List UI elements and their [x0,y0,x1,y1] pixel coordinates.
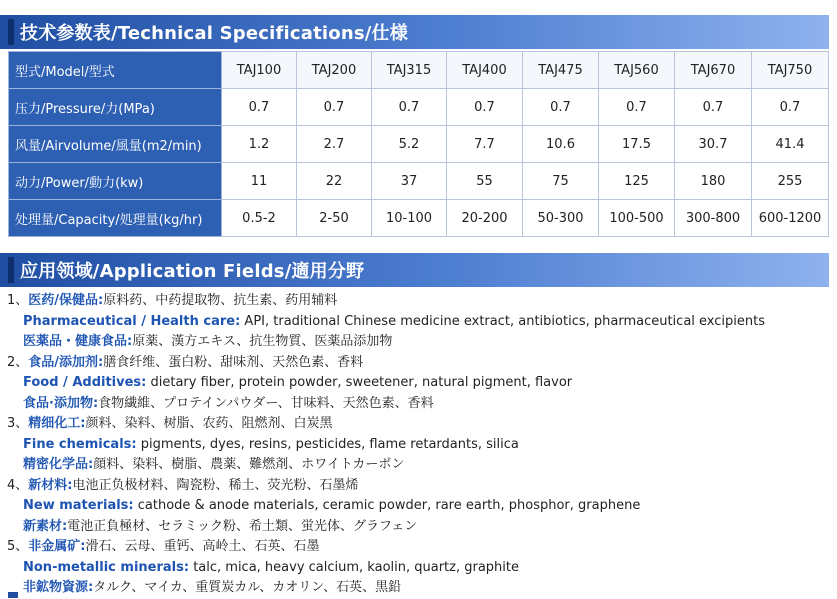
field-zh-line [7,353,827,374]
spec-cell: 1.2 [222,126,297,163]
field-jp-line [7,332,827,353]
spec-cell: 0.5-2 [222,200,297,237]
spec-cell: 75 [523,163,599,200]
spec-cell: TAJ560 [599,52,675,89]
spec-section-header [0,15,829,49]
application-fields-list [7,291,827,599]
spec-cell: 0.7 [523,89,599,126]
spec-cell: 20-200 [447,200,523,237]
field-zh-text: 颜料、染料、树脂、农药、阻燃剂、白炭黑 [85,416,333,431]
field-zh-title: 精细化工: [28,416,86,431]
field-zh-title: 非金属矿: [28,539,86,554]
spec-cell: 30.7 [675,126,752,163]
field-zh-title: 食品/添加剂: [28,354,104,370]
spec-cell: 0.7 [372,89,447,126]
field-zh-line [7,291,827,312]
header-accent-bar [8,19,14,45]
field-number: 5、 [7,539,29,554]
field-en-text: pigments, dyes, resins, pesticides, flame retardants, silica [136,436,519,452]
spec-row [9,89,829,126]
field-zh-line [7,476,827,497]
field-en-title: Food / Additives: [23,375,147,390]
spec-cell: 37 [372,163,447,200]
spec-cell: 0.7 [599,89,675,126]
spec-model-row [9,52,829,89]
spec-row-label: 压力/Pressure/力(MPa) [9,89,222,126]
field-number: 3、 [7,416,29,431]
field-en-line [7,558,827,579]
spec-cell: 10.6 [523,126,599,163]
spec-cell: TAJ315 [372,52,447,89]
spec-cell: 125 [599,163,675,200]
field-en-line [7,496,827,517]
field-zh-title: 新材料: [28,477,73,493]
field-en-line [7,373,827,394]
spec-cell: 180 [675,163,752,200]
field-zh-text: 滑石、云母、重钙、高岭土、石英、石墨 [85,539,320,554]
field-en-title: Pharmaceutical / Health care: [23,313,241,329]
spec-cell: 10-100 [372,200,447,237]
field-zh-text: 膳食纤维、蛋白粉、甜味剂、天然色素、香料 [103,354,364,370]
spec-cell: 2-50 [297,200,372,237]
spec-cell: 255 [752,163,829,200]
spec-cell: 0.7 [297,89,372,126]
field-en-title: Fine chemicals: [23,436,137,452]
spec-cell: 50-300 [523,200,599,237]
spec-row [9,163,829,200]
spec-cell: 600-1200 [752,200,829,237]
field-zh-line [7,414,827,435]
field-zh-text: 电池正负极材料、陶瓷粉、稀土、荧光粉、石墨烯 [72,477,359,493]
field-jp-text: 顔料、染料、樹脂、農薬、難燃剤、ホワイトカーボン [93,457,405,472]
field-en-text: talc, mica, heavy calcium, kaolin, quartz, graphite [189,559,520,575]
spec-cell: 11 [222,163,297,200]
spec-cell: 5.2 [372,126,447,163]
spec-row-label: 动力/Power/動力(kw) [9,163,222,200]
field-jp-line [7,455,827,476]
field-jp-line [7,578,827,599]
field-number: 2、 [7,354,29,370]
field-jp-title: 医薬品・健康食品: [23,334,133,349]
field-jp-line [7,517,827,538]
field-en-title: Non-metallic minerals: [23,559,190,575]
spec-cell: 22 [297,163,372,200]
field-jp-text: 食物繊維、プロテインパウダー、甘味料、天然色素、香料 [98,395,434,411]
spec-cell: TAJ400 [447,52,523,89]
spec-cell: TAJ100 [222,52,297,89]
spec-table [8,51,829,237]
field-number: 4、 [7,477,29,493]
fields-section-header [0,253,829,287]
spec-cell: 0.7 [675,89,752,126]
spec-section-title: 技术参数表/Technical Specifications/仕様 [20,23,408,44]
field-jp-title: 食品·添加物: [23,395,99,411]
field-jp-title: 非鉱物資源: [23,580,94,595]
field-en-line [7,312,827,333]
field-zh-text: 原料药、中药提取物、抗生素、药用辅料 [103,293,338,308]
field-jp-text: 原薬、漢方エキス、抗生物質、医薬品添加物 [132,334,393,349]
field-jp-title: 新素材: [23,518,68,534]
spec-cell: 7.7 [447,126,523,163]
field-en-text: API, traditional Chinese medicine extract, antibiotics, pharmaceutical excipients [240,313,765,329]
field-zh-title: 医药/保健品: [28,293,104,308]
spec-row-label: 风量/Airvolume/風量(m2/min) [9,126,222,163]
spec-row [9,126,829,163]
spec-cell: 300-800 [675,200,752,237]
header-accent-bar [8,257,14,283]
field-en-title: New materials: [23,498,134,513]
spec-row-label: 处理量/Capacity/処理量(kg/hr) [9,200,222,237]
fields-section-title: 应用领域/Application Fields/適用分野 [20,261,365,282]
spec-row-label: 型式/Model/型式 [9,52,222,89]
spec-row [9,200,829,237]
field-jp-line [7,394,827,415]
spec-cell: 55 [447,163,523,200]
spec-cell: 100-500 [599,200,675,237]
field-en-text: dietary fiber, protein powder, sweetener, natural pigment, flavor [146,375,573,390]
spec-cell: TAJ200 [297,52,372,89]
spec-cell: 41.4 [752,126,829,163]
spec-cell: TAJ670 [675,52,752,89]
field-jp-text: タルク、マイカ、重質炭カル、カオリン、石英、黒鉛 [93,580,402,595]
field-jp-text: 電池正負極材、セラミック粉、希土類、蛍光体、グラフェン [67,518,418,534]
spec-cell: 0.7 [752,89,829,126]
spec-cell: TAJ475 [523,52,599,89]
field-en-line [7,435,827,456]
field-jp-title: 精密化学品: [23,457,94,472]
spec-cell: 0.7 [222,89,297,126]
spec-cell: 17.5 [599,126,675,163]
spec-cell: TAJ750 [752,52,829,89]
spec-cell: 0.7 [447,89,523,126]
field-number: 1、 [7,293,29,308]
spec-cell: 2.7 [297,126,372,163]
field-en-text: cathode & anode materials, ceramic powder, rare earth, phosphor, graphene [133,498,641,513]
field-zh-line [7,537,827,558]
bottom-accent-mark [8,592,18,598]
